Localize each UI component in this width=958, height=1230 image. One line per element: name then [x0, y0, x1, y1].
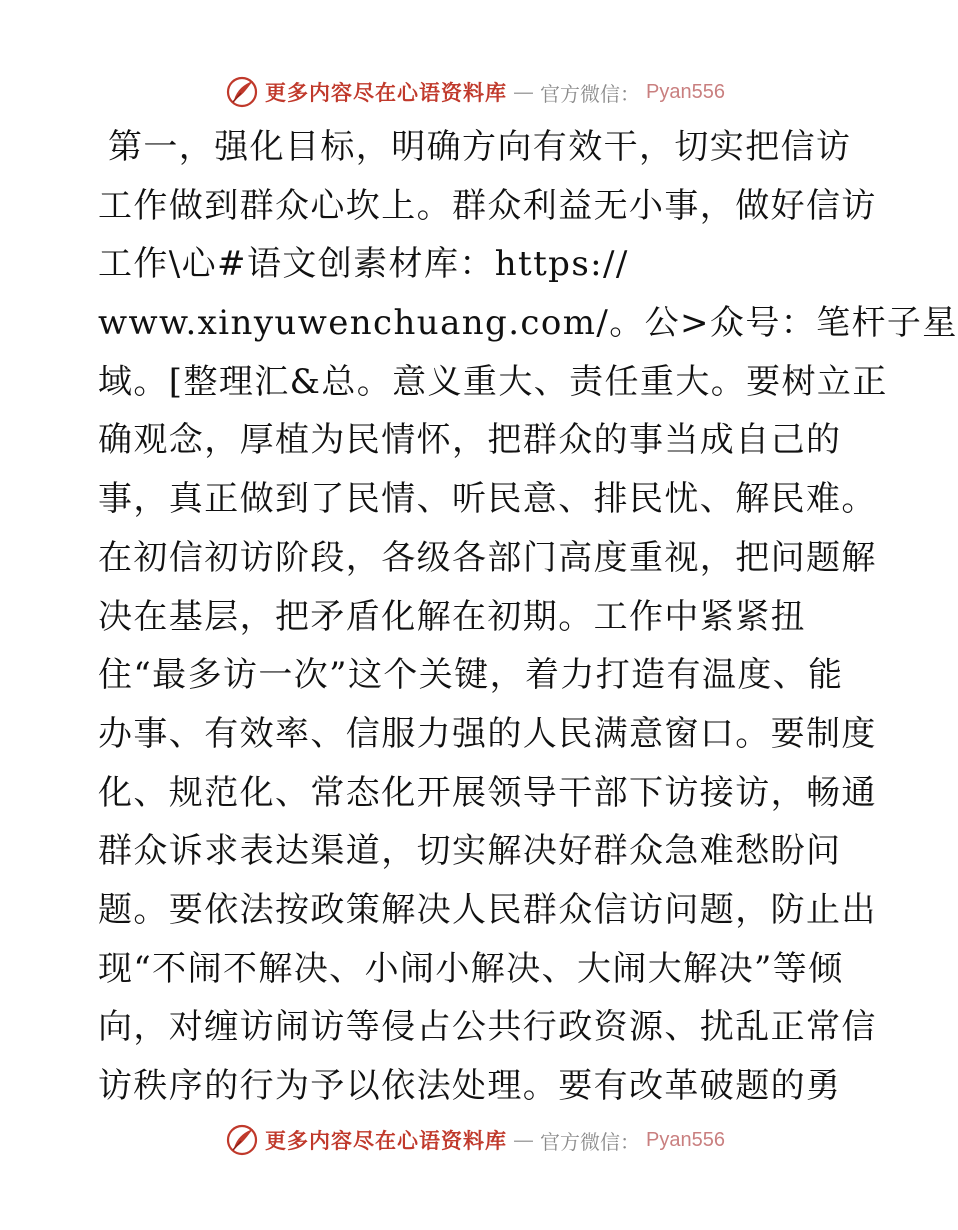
footer-banner[interactable]: [0, 1118, 950, 1162]
body-line: www.xinyuwenchuang.com/。公>众号：笔杆子星: [98, 303, 958, 344]
body-line: 化、规范化、常态化开展领导干部下访接访，畅通: [98, 772, 877, 813]
body-line: 工作\心#语文创素材库：https://: [98, 244, 629, 285]
header-official-label: 官方微信：: [540, 81, 641, 106]
body-line: 住“最多访一次”这个关键，着力打造有温度、能: [98, 655, 844, 696]
body-line: 在初信初访阶段，各级各部门高度重视，把问题解: [98, 537, 877, 578]
body-line: 域。[整理汇&总。意义重大、责任重大。要树立正: [98, 361, 888, 402]
body-line: 工作做到群众心坎上。群众利益无小事，做好信访: [98, 185, 877, 226]
body-line: 办事、有效率、信服力强的人民满意窗口。要制度: [98, 713, 877, 754]
header-wechat-id: Pyan556: [646, 80, 725, 103]
body-line: 事，真正做到了民情、听民意、排民忧、解民难。: [98, 479, 877, 520]
footer-wechat-id: Pyan556: [646, 1128, 725, 1151]
body-line: 决在基层，把矛盾化解在初期。工作中紧紧扭: [98, 596, 806, 637]
body-line: 群众诉求表达渠道，切实解决好群众急难愁盼问: [98, 831, 842, 872]
header-brand-text: 更多内容尽在心语资料库: [265, 80, 508, 105]
footer-official-label: 官方微信：: [540, 1129, 641, 1154]
body-line: 向，对缠访闹访等侵占公共行政资源、扰乱正常信: [98, 1007, 877, 1048]
footer-brand-text: 更多内容尽在心语资料库: [265, 1128, 508, 1153]
body-line: 题。要依法按政策解决人民群众信访问题，防止出: [98, 889, 877, 930]
body-line: 确观念，厚植为民情怀，把群众的事当成自己的: [98, 420, 842, 461]
body-paragraph: [98, 118, 958, 1108]
footer-separator: —: [513, 1128, 535, 1152]
feather-pen-logo-icon: [225, 1123, 259, 1157]
body-line: 第一，强化目标，明确方向有效干，切实把信访: [108, 127, 852, 167]
body-line: 访秩序的行为予以依法处理。要有改革破题的勇: [98, 1066, 842, 1106]
body-line: 现“不闹不解决、小闹小解决、大闹大解决”等倾: [98, 948, 844, 989]
feather-pen-logo-icon: [225, 75, 259, 109]
header-banner[interactable]: [0, 70, 950, 114]
header-separator: —: [513, 80, 535, 104]
